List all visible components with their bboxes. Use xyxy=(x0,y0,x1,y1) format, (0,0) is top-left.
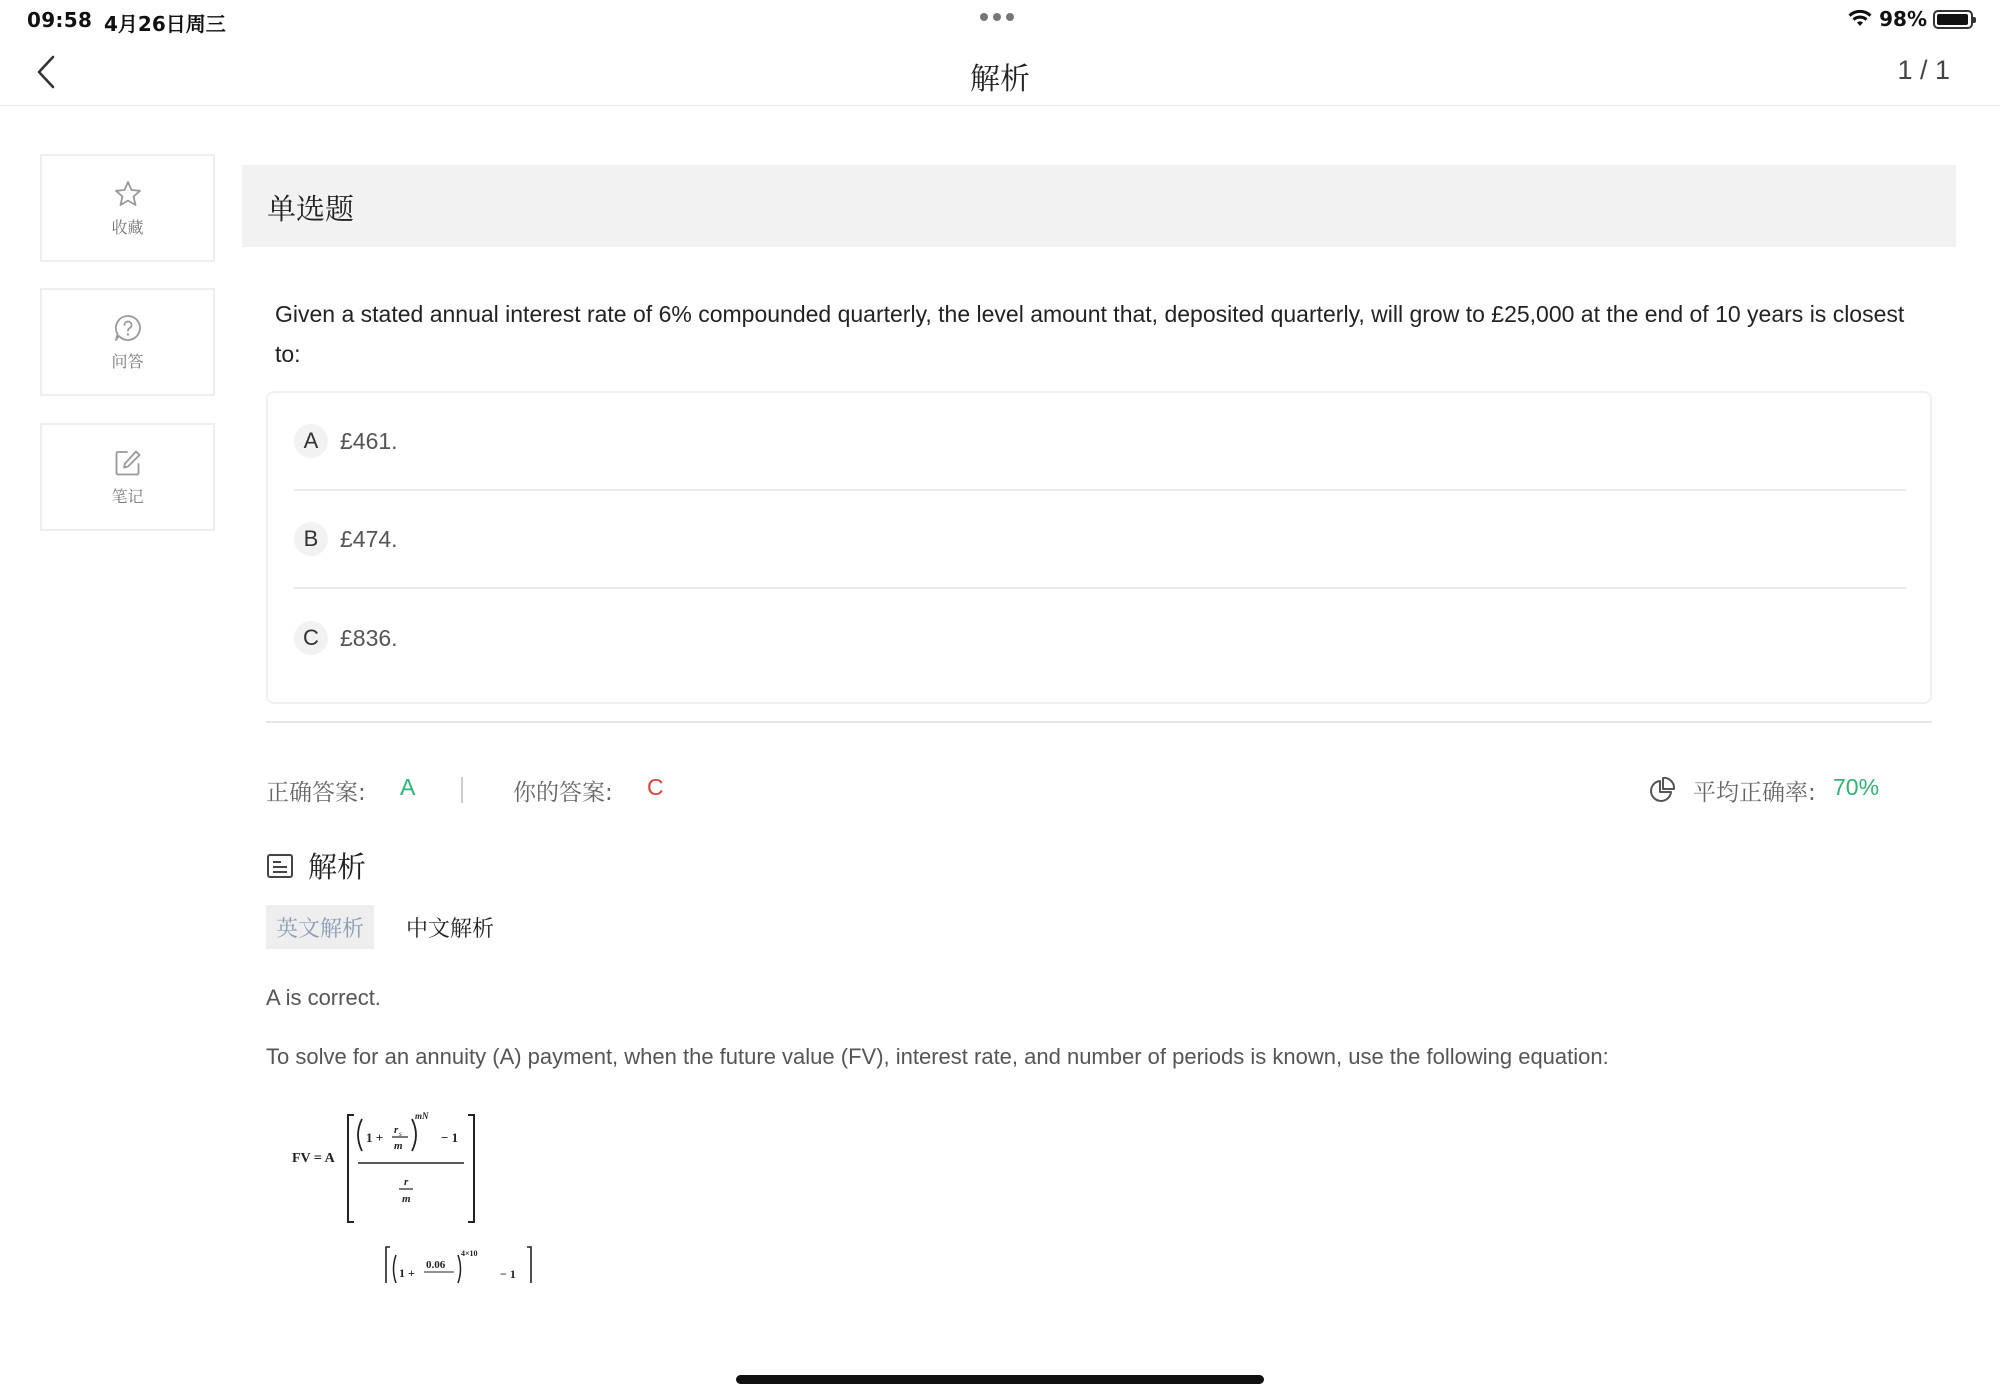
svg-text:0.06: 0.06 xyxy=(426,1259,446,1271)
option-letter: A xyxy=(294,424,328,458)
favorite-button[interactable] xyxy=(40,154,215,262)
status-time: 09:58 xyxy=(27,8,93,32)
page-indicator: 1 / 1 xyxy=(1897,55,1950,85)
avg-rate-value: 70% xyxy=(1833,774,1880,800)
svg-text:r: r xyxy=(394,1124,399,1136)
edit-note-icon xyxy=(113,448,143,478)
svg-text:1 +: 1 + xyxy=(366,1130,384,1145)
tab-chinese-analysis[interactable]: 中文解析 xyxy=(406,916,495,942)
nav-bar xyxy=(0,40,2000,106)
explanation-line-1: A is correct. xyxy=(266,985,381,1010)
tab-english-analysis[interactable]: 英文解析 xyxy=(266,905,374,949)
answer-summary xyxy=(266,774,1966,808)
multitask-dots-icon[interactable] xyxy=(980,13,1014,21)
svg-text:m: m xyxy=(394,1140,403,1152)
option-letter: C xyxy=(294,621,328,655)
formula-image xyxy=(286,1105,566,1285)
status-bar xyxy=(0,0,2000,40)
note-button[interactable] xyxy=(40,423,215,531)
option-text: £474. xyxy=(340,525,398,552)
svg-text:− 1: − 1 xyxy=(500,1267,516,1281)
status-right xyxy=(1847,7,1973,31)
qa-label: 问答 xyxy=(111,351,144,371)
your-answer-value: C xyxy=(647,774,664,800)
option-text: £836. xyxy=(340,624,398,651)
question-circle-icon xyxy=(113,313,143,343)
option-letter: B xyxy=(294,522,328,556)
svg-text:m: m xyxy=(402,1193,411,1205)
explanation-line-2: To solve for an annuity (A) payment, when the future value (FV), interest rate, and number of periods is known, use the following equation: xyxy=(266,1044,1609,1069)
option-a[interactable] xyxy=(294,393,1906,491)
status-date: 4月26日周三 xyxy=(104,12,226,36)
analysis-tabs xyxy=(266,905,504,949)
correct-answer-label: 正确答案: xyxy=(266,780,366,806)
correct-answer-value: A xyxy=(400,774,416,800)
question-type: 单选题 xyxy=(267,192,355,226)
note-label: 笔记 xyxy=(111,486,144,506)
star-icon xyxy=(113,179,143,209)
document-icon xyxy=(266,852,294,880)
option-b[interactable] xyxy=(294,491,1906,589)
svg-text:s: s xyxy=(399,1130,402,1138)
option-text: £461. xyxy=(340,427,398,454)
your-answer-label: 你的答案: xyxy=(513,780,613,806)
home-indicator[interactable] xyxy=(736,1375,1264,1384)
analysis-header xyxy=(266,845,366,886)
svg-text:mN: mN xyxy=(415,1111,429,1121)
avg-rate-label: 平均正确率: xyxy=(1693,780,1816,806)
svg-text:r: r xyxy=(404,1176,409,1188)
svg-text:− 1: − 1 xyxy=(441,1130,459,1145)
analysis-title: 解析 xyxy=(308,850,367,884)
pie-chart-icon xyxy=(1648,776,1676,804)
favorite-label: 收藏 xyxy=(111,217,144,237)
qa-button[interactable] xyxy=(40,288,215,396)
option-c[interactable] xyxy=(294,589,1906,687)
wifi-icon xyxy=(1847,9,1873,29)
divider xyxy=(266,721,1932,723)
question-type-header xyxy=(242,165,1956,247)
answer-divider xyxy=(461,777,463,803)
page-title: 解析 xyxy=(970,62,1030,97)
battery-icon xyxy=(1933,10,1973,29)
svg-text:4×10: 4×10 xyxy=(461,1249,478,1258)
svg-text:1 +: 1 + xyxy=(399,1266,415,1280)
formula-lhs: FV = A xyxy=(292,1151,335,1166)
options-list xyxy=(266,391,1932,704)
battery-percent: 98% xyxy=(1879,7,1927,31)
question-text: Given a stated annual interest rate of 6% compounded quarterly, the level amount that, deposited quarterly, will grow to £25,000 at the end of 10 years is closest to: xyxy=(275,301,1905,367)
